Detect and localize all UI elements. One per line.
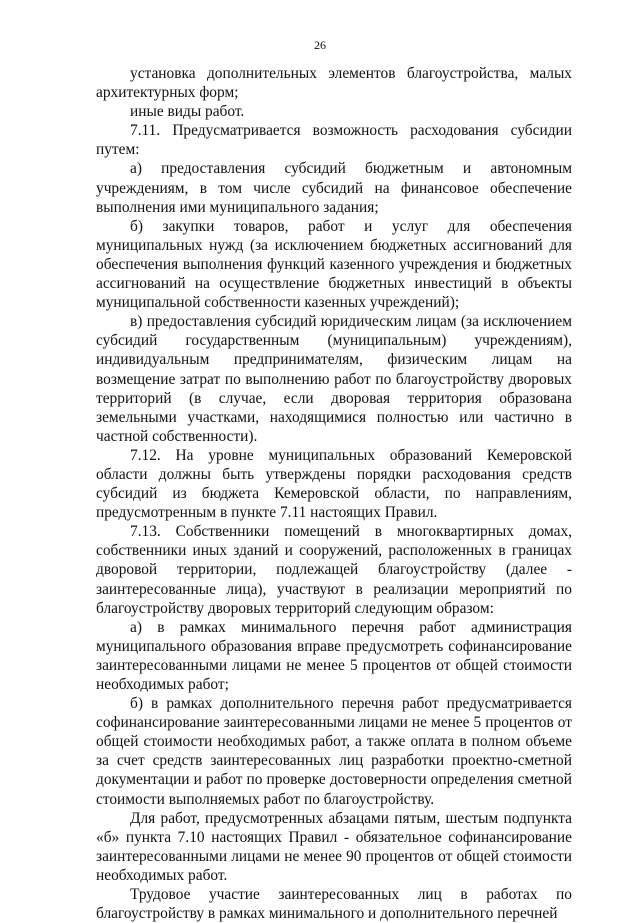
- paragraph: б) в рамках дополнительного перечня работ предусматривается софинансирование заинтересованными лицами не менее 5 процентов от общей стоимости необходимых работ, а также оплата в полном объеме за счет средств заинтересованных лиц разработки проектно-сметной документации и работ по проверке достоверности определения сметной стоимости выполняемых работ по благоустройству.: [96, 695, 572, 808]
- page-number: 26: [314, 38, 326, 52]
- paragraph: иные виды работ.: [130, 103, 245, 121]
- paragraph: а) в рамках минимального перечня работ администрация муниципального образования вправе предусмотреть софинансирование заинтересованными лицами не менее 5 процентов от общей стоимости необходимых работ;: [96, 618, 572, 693]
- paragraph: б) закупки товаров, работ и услуг для обеспечения муниципальных нужд (за исключением бюджетных ассигнований для обеспечения выполнения функций казенного учреждения и бюджетных ассигнований на осуществление бюджетных инвестиций в объекты муниципальной собственности казенных учреждений);: [96, 217, 572, 312]
- paragraph: установка дополнительных элементов благоустройства, малых архитектурных форм;: [96, 65, 572, 102]
- paragraph: Для работ, предусмотренных абзацами пятым, шестым подпункта «б» пункта 7.10 настоящих Правил - обязательное софинансирование заинтересованными лицами не менее 90 процентов от общей стоимости необходимых работ.: [96, 809, 572, 884]
- paragraph: 7.13. Собственники помещений в многоквартирных домах, собственники иных зданий и сооружений, расположенных в границах дворовой территории, подлежащей благоустройству (далее - заинтересованные лица), участвуют в реализации мероприятий по благоустройству дворовых территорий следующим образом:: [96, 523, 572, 617]
- paragraph: 7.11. Предусматривается возможность расходования субсидии путем:: [96, 122, 572, 159]
- paragraph: а) предоставления субсидий бюджетным и автономным учреждениям, в том числе субсидий на финансовое обеспечение выполнения ими муниципального задания;: [96, 160, 572, 216]
- document-body: [96, 64, 572, 923]
- paragraph: Трудовое участие заинтересованных лиц в работах по благоустройству в рамках минимального и дополнительного перечней: [96, 886, 572, 923]
- paragraph: 7.12. На уровне муниципальных образований Кемеровской области должны быть утверждены порядки расходования средств субсидий из бюджета Кемеровской области, по направлениям, предусмотренным в пункте 7.11 настоящих Правил.: [96, 446, 572, 522]
- paragraph: в) предоставления субсидий юридическим лицам (за исключением субсидий государственным (муниципальным) учреждениям), индивидуальным предпринимателям, физическим лицам на возмещение затрат по выполнению работ по благоустройству дворовых территорий (в случае, если дворовая территория образована земельными участками, находящимися полностью или частично в частной собственности).: [96, 313, 572, 445]
